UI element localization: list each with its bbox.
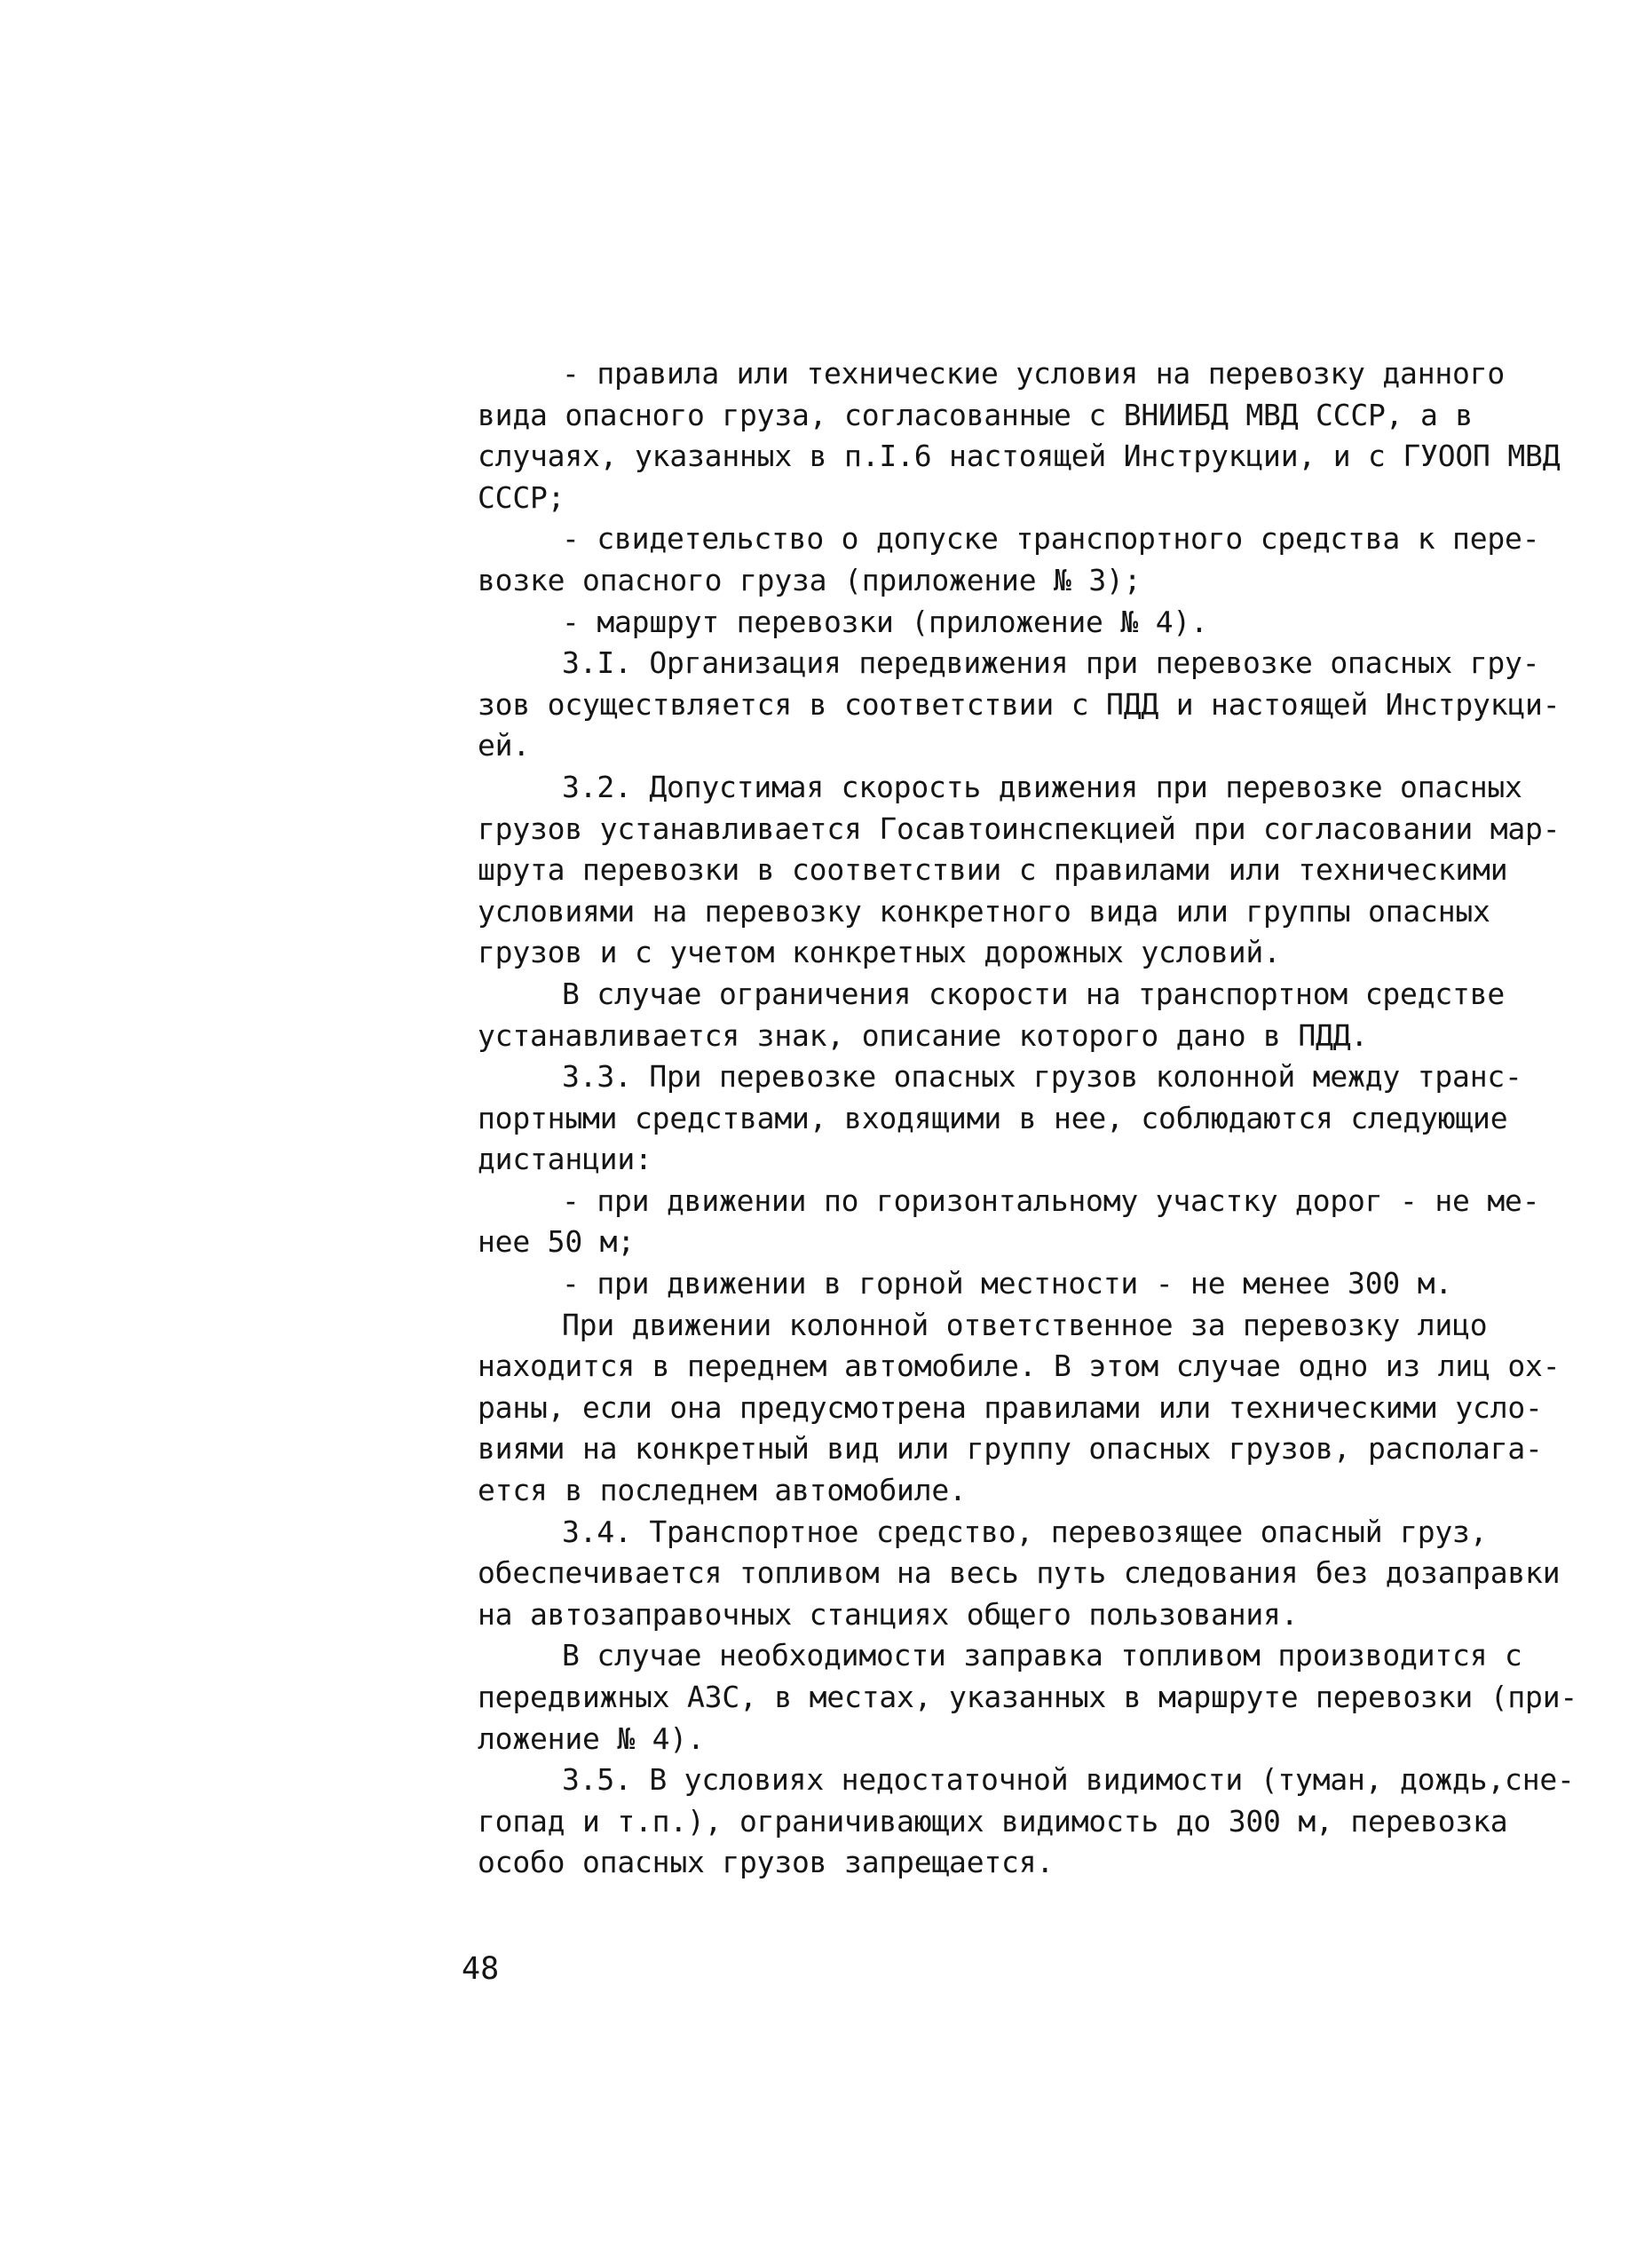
text-line: вида опасного груза, согласованные с ВНИИБД МВД СССР, а в: [478, 397, 1474, 432]
text-line: зов осуществляется в соответствии с ПДД и настоящей Инструкци-: [478, 686, 1561, 722]
text-line: В случае необходимости заправка топливом производится с: [562, 1638, 1522, 1673]
text-line: шрута перевозки в соответствии с правилами или техническими: [478, 852, 1508, 888]
text-line: 3.2. Допустимая скорость движения при перевозке опасных: [562, 769, 1522, 804]
text-line: - маршрут перевозки (приложение № 4).: [562, 604, 1208, 639]
text-line: возке опасного груза (приложение № 3);: [478, 562, 1142, 597]
text-line: В случае ограничения скорости на транспортном средстве: [562, 976, 1506, 1011]
text-line: ется в последнем автомобиле.: [478, 1473, 967, 1508]
text-line: портными средствами, входящими в нее, соблюдаются следующие: [478, 1100, 1508, 1135]
text-line: грузов устанавливается Госавтоинспекцией при согласовании мар-: [478, 811, 1561, 846]
text-line: грузов и с учетом конкретных дорожных условий.: [478, 935, 1281, 970]
text-line: 3.3. При перевозке опасных грузов колонной между транс-: [562, 1059, 1522, 1095]
text-line: особо опасных грузов запрещается.: [478, 1845, 1055, 1880]
text-line: 3.5. В условиях недостаточной видимости (туман, дождь,сне-: [562, 1762, 1575, 1798]
text-line: - при движении в горной местности - не менее 300 м.: [562, 1266, 1453, 1301]
text-line: передвижных АЗС, в местах, указанных в маршруте перевозки (при-: [478, 1680, 1578, 1714]
text-line: раны, если она предусмотрена правилами или техническими усло-: [478, 1389, 1543, 1425]
text-line: СССР;: [478, 479, 565, 515]
text-line: гопад и т.п.), ограничивающих видимость до 300 м, перевозка: [478, 1803, 1508, 1839]
text-line: находится в переднем автомобиле. В этом случае одно из лиц ох-: [478, 1348, 1561, 1384]
text-line: обеспечивается топливом на весь путь следования без дозаправки: [478, 1555, 1561, 1591]
text-line: виями на конкретный вид или группу опасных грузов, располага-: [478, 1431, 1543, 1467]
text-line: на автозаправочных станциях общего пользования.: [478, 1596, 1299, 1632]
text-line: дистанции:: [478, 1142, 652, 1177]
text-line: ложение № 4).: [478, 1720, 705, 1756]
text-line: нее 50 м;: [478, 1224, 636, 1260]
text-line: - правила или технические условия на перевозку данного: [562, 356, 1506, 391]
text-line: случаях, указанных в п.I.6 настоящей Инструкции, и с ГУООП МВД: [478, 439, 1561, 474]
text-line: - свидетельство о допуске транспортного средства к пере-: [562, 521, 1540, 557]
text-line: - при движении по горизонтальному участку дорог - не ме-: [562, 1182, 1540, 1218]
text-line: 3.4. Транспортное средство, перевозящее опасный груз,: [562, 1514, 1488, 1549]
page-number: 48: [462, 1951, 500, 1987]
text-line: условиями на перевозку конкретного вида или группы опасных: [478, 893, 1490, 929]
text-line: 3.I. Организация передвижения при перевозке опасных гру-: [562, 645, 1540, 681]
text-line: ей.: [478, 728, 531, 763]
body-text: [478, 353, 1578, 1884]
text-line: При движении колонной ответственное за перевозку лицо: [562, 1307, 1488, 1342]
text-line: устанавливается знак, описание которого дано в ПДД.: [478, 1017, 1369, 1053]
